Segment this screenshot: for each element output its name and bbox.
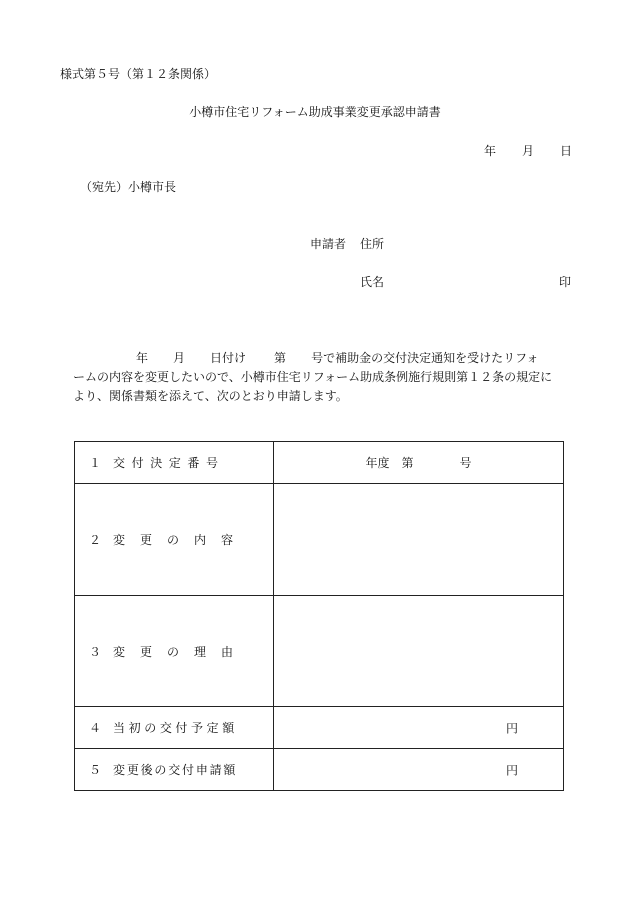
table-row bbox=[75, 749, 564, 791]
change-reason-field[interactable] bbox=[274, 596, 564, 707]
table-row bbox=[75, 484, 564, 596]
grant-decision-number-field[interactable] bbox=[274, 442, 564, 484]
statement-line-1 bbox=[73, 349, 573, 368]
row-label-text: 変更後の交付申請額 bbox=[113, 763, 238, 777]
table-row bbox=[75, 442, 564, 484]
row-number: ２ bbox=[89, 533, 102, 547]
table-row bbox=[75, 596, 564, 707]
date-line bbox=[484, 145, 572, 157]
row-label-text: 変更の内容 bbox=[113, 533, 249, 547]
application-table bbox=[74, 441, 564, 791]
address-label: 住所 bbox=[360, 237, 385, 251]
table-row bbox=[75, 707, 564, 749]
document-title: 小樽市住宅リフォーム助成事業変更承認申請書 bbox=[189, 105, 441, 119]
row-label bbox=[75, 596, 274, 707]
row-label-text: 変更の理由 bbox=[113, 644, 249, 659]
number-suffix-label: 号 bbox=[459, 456, 472, 470]
form-number: 様式第５号（第１２条関係） bbox=[60, 67, 217, 81]
addressee: （宛先）小樽市長 bbox=[80, 180, 177, 194]
row-label bbox=[75, 484, 274, 596]
row-label-text: 当初の交付予定額 bbox=[113, 721, 238, 735]
date-year-label: 年 bbox=[484, 144, 497, 158]
statement-year: 年 bbox=[136, 351, 149, 365]
statement-number-prefix: 第 bbox=[274, 351, 287, 365]
statement-day: 日付け bbox=[210, 351, 247, 365]
seal-mark: 印 bbox=[559, 275, 572, 289]
row-number: ５ bbox=[89, 763, 102, 777]
application-statement bbox=[73, 349, 573, 406]
applicant-label: 申請者 bbox=[310, 237, 347, 251]
row-label bbox=[75, 442, 274, 484]
row-number: １ bbox=[89, 456, 102, 470]
yen-unit: 円 bbox=[506, 721, 519, 735]
fiscal-year-label: 年度 bbox=[365, 456, 390, 470]
statement-line-3: より、関係書類を添えて、次のとおり申請します。 bbox=[73, 389, 348, 403]
yen-unit: 円 bbox=[506, 763, 519, 777]
row-label-text: 交付決定番号 bbox=[113, 456, 225, 470]
row-number: ３ bbox=[89, 644, 102, 659]
date-month-label: 月 bbox=[522, 144, 535, 158]
number-prefix-label: 第 bbox=[401, 456, 414, 470]
name-label: 氏名 bbox=[360, 275, 385, 289]
row-label bbox=[75, 707, 274, 749]
applicant-address-line bbox=[310, 238, 384, 250]
row-label bbox=[75, 749, 274, 791]
change-details-field[interactable] bbox=[274, 484, 564, 596]
original-grant-amount-field[interactable] bbox=[274, 707, 564, 749]
statement-line-1-tail: 号で補助金の交付決定通知を受けたリフォ bbox=[311, 351, 539, 365]
row-number: ４ bbox=[89, 721, 102, 735]
statement-month: 月 bbox=[173, 351, 186, 365]
date-day-label: 日 bbox=[560, 144, 573, 158]
statement-line-2: ームの内容を変更したいので、小樽市住宅リフォーム助成条例施行規則第１２条の規定に bbox=[73, 370, 553, 384]
revised-grant-amount-field[interactable] bbox=[274, 749, 564, 791]
